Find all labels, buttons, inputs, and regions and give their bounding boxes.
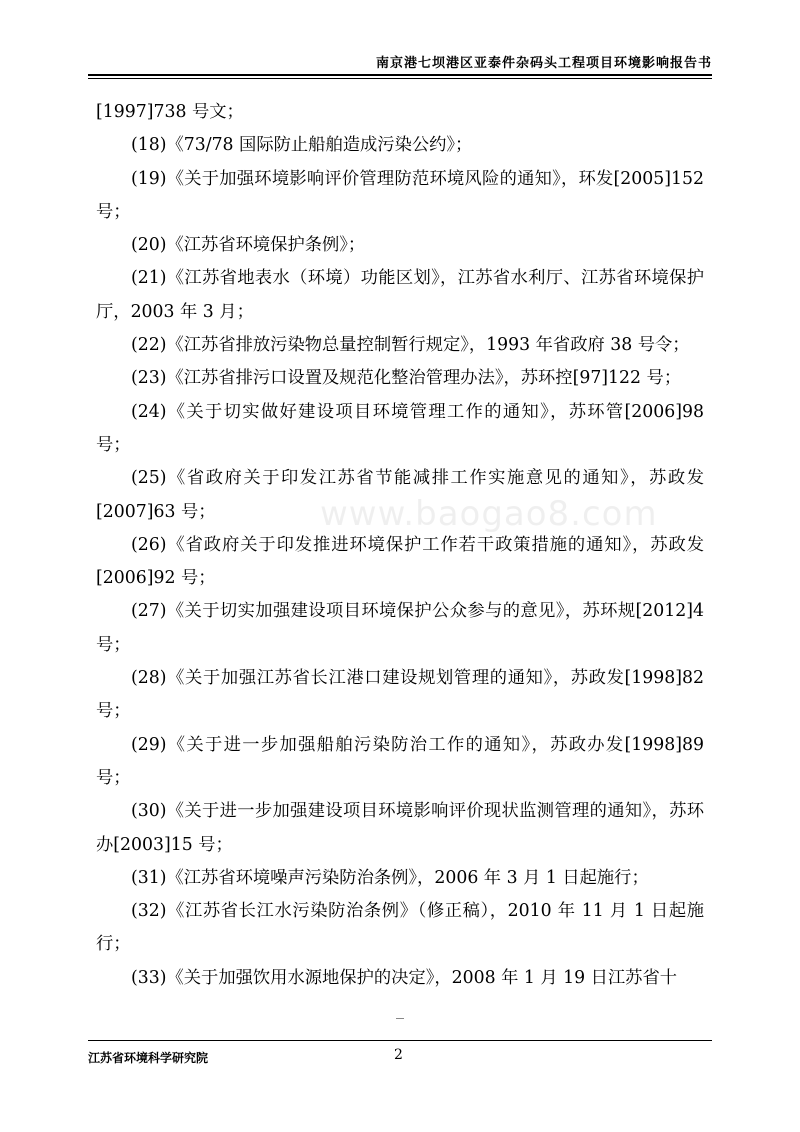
header-rule [88, 74, 712, 79]
paragraph: (20)《江苏省环境保护条例》； [131, 235, 366, 256]
page-header: 南京港七坝港区亚泰件杂码头工程项目环境影响报告书 [375, 56, 712, 71]
paragraph: (28)《关于加强江苏省长江港口建设规划管理的通知》，苏政发[1998]82 号； [96, 668, 704, 722]
paragraph: (33)《关于加强饮用水源地保护的决定》，2008 年 1 月 19 日江苏省十 [131, 967, 678, 988]
footer-rule [88, 1040, 712, 1041]
page-number: 2 [394, 1047, 403, 1063]
paragraph: [1997]738 号文； [96, 102, 244, 122]
watermark: www.baogao8.com [320, 494, 658, 534]
paragraph: (29)《关于进一步加强船舶污染防治工作的通知》，苏政办发[1998]89 号； [96, 734, 704, 788]
paragraph: (19)《关于加强环境影响评价管理防范环境风险的通知》，环发[2005]152 号； [96, 168, 704, 222]
paragraph: (25)《省政府关于印发江苏省节能减排工作实施意见的通知》，苏政发[2007]63 号； [96, 468, 704, 522]
paragraph: (32)《江苏省长江水污染防治条例》（修正稿），2010 年 11 月 1 日起施行； [96, 901, 704, 955]
paragraph: (27)《关于切实加强建设项目环境保护公众参与的意见》，苏环规[2012]4 号； [96, 601, 704, 655]
paragraph: (26)《省政府关于印发推进环境保护工作若干政策措施的通知》，苏政发[2006]92 号； [96, 534, 704, 589]
footer-organization: 江苏省环境科学研究院 [88, 1051, 209, 1065]
paragraph: (21)《江苏省地表水（环境）功能区划》，江苏省水利厅、江苏省环境保护厅，2003 年 3 月； [96, 268, 704, 322]
document-body [96, 96, 704, 995]
page-mark [396, 1018, 404, 1019]
paragraph: (24)《关于切实做好建设项目环境管理工作的通知》，苏环管[2006]98 号； [96, 401, 704, 455]
paragraph: (22)《江苏省排放污染物总量控制暂行规定》，1993 年省政府 38 号令； [131, 335, 690, 356]
paragraph: (31)《江苏省环境噪声污染防治条例》，2006 年 3 月 1 日起施行； [131, 867, 649, 888]
paragraph: (30)《关于进一步加强建设项目环境影响评价现状监测管理的通知》，苏环办[2003]15 号； [96, 801, 704, 855]
paragraph: (23)《江苏省排污口设置及规范化整治管理办法》，苏环控[97]122 号； [131, 368, 682, 389]
paragraph: (18)《73/78 国际防止船舶造成污染公约》； [131, 135, 473, 156]
